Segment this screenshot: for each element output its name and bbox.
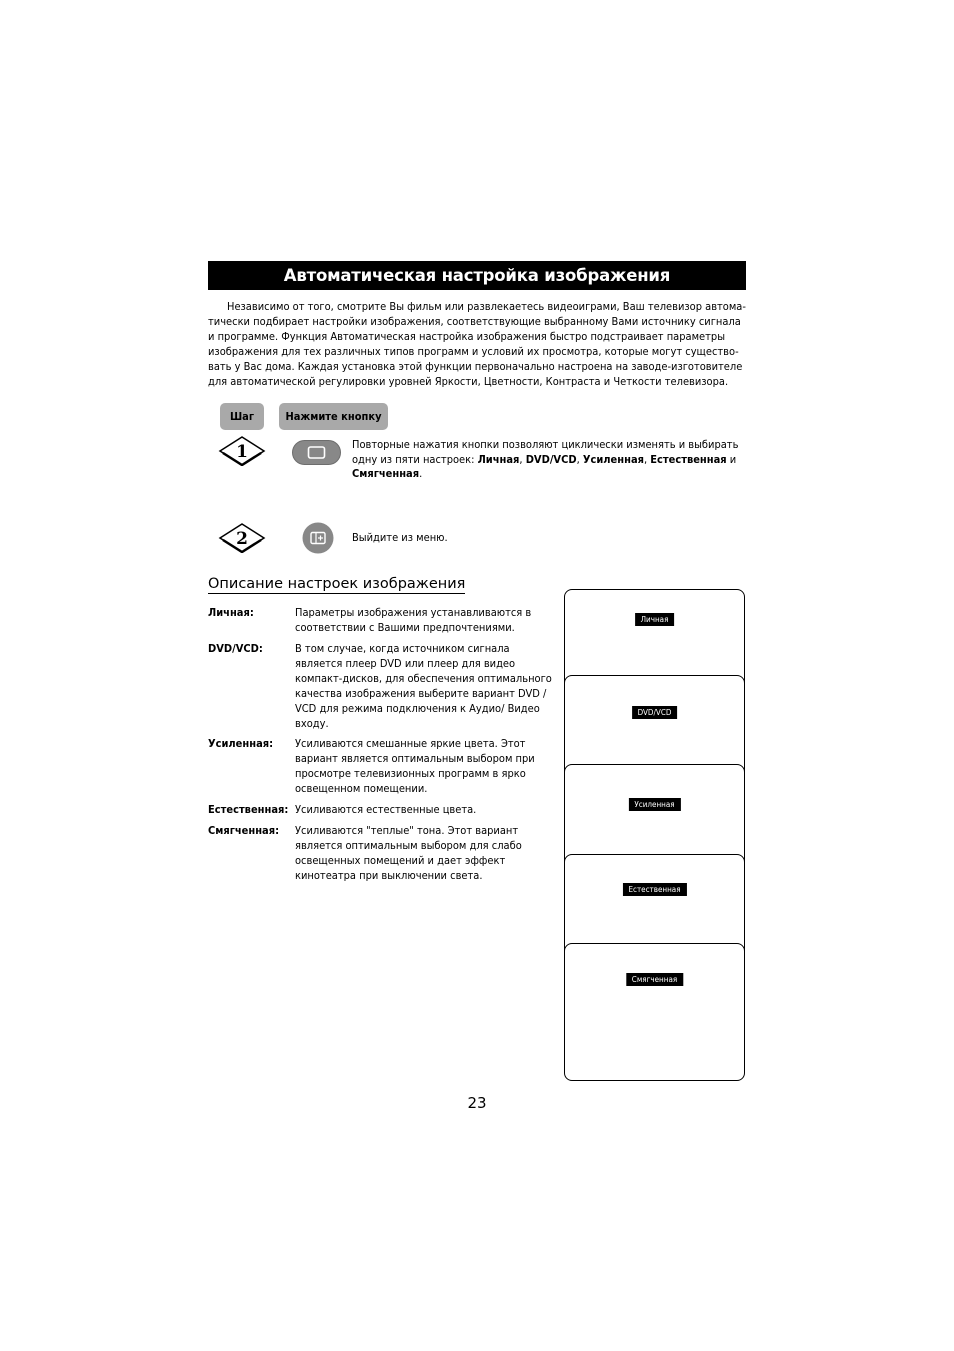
screen-label: Личная	[635, 613, 675, 626]
intro-line: Независимо от того, смотрите Вы фильм или развлекаетесь видеоиграми, Ваш телевизор автома-	[227, 300, 746, 313]
definition-line: Усиливаются смешанные яркие цвета. Этот	[295, 737, 526, 750]
option-dvd: DVD/VCD	[525, 452, 577, 466]
step-1-line: Повторные нажатия кнопки позволяют циклически изменять и выбирать	[352, 438, 739, 451]
picture-button-icon	[292, 440, 341, 465]
step-1-number: 1	[236, 442, 248, 462]
step-2-number: 2	[236, 529, 248, 549]
definition-line: вариант является оптимальным выбором при	[295, 752, 535, 765]
definition-line: Усиливаются естественные цвета.	[295, 803, 477, 816]
screen-label: DVD/VCD	[632, 706, 678, 719]
term-natural: Естественная:	[208, 803, 289, 816]
definition-line: кинотеатра при выключении света.	[295, 869, 483, 882]
intro-line: и программе. Функция Автоматическая настройка изображения быстро подстраивает параметры	[208, 330, 726, 343]
term-dvd: DVD/VCD:	[208, 642, 263, 655]
definition-line: компакт-дисков, для обеспечения оптимального	[295, 672, 552, 685]
exit-button[interactable]	[302, 522, 334, 554]
separator: ,	[576, 452, 583, 466]
screen-label: Смягченная	[626, 973, 683, 986]
step-2-text: Выйдите из меню.	[352, 531, 448, 544]
definition-dvd	[295, 641, 557, 731]
screen-label: Естественная	[622, 883, 686, 896]
button-header: Нажмите кнопку	[279, 403, 388, 430]
section-heading: Описание настроек изображения	[208, 576, 466, 592]
option-personal: Личная	[477, 452, 520, 466]
step-diamond-icon	[218, 436, 266, 466]
option-natural: Естественная	[650, 452, 727, 466]
intro-line: изображения для тех различных типов программ и условий их просмотра, которые могут существо-	[208, 345, 739, 358]
step-1-text	[352, 438, 747, 482]
definition-line: VCD для режима подключения к Аудио/ Видео	[295, 702, 540, 715]
term-personal: Личная:	[208, 606, 254, 619]
definition-soft	[295, 823, 557, 883]
page-number: 23	[467, 1094, 487, 1112]
step-1-pre: одну из пяти настроек:	[352, 452, 478, 466]
definition-line: является оптимальным выбором для слабо	[295, 839, 522, 852]
definition-vivid	[295, 736, 557, 796]
step-1-marker	[218, 436, 268, 468]
step-header: Шаг	[220, 403, 264, 430]
picture-button[interactable]	[292, 440, 341, 465]
definition-line: освещенных помещений и дает эффект	[295, 854, 506, 867]
page-title: Автоматическая настройка изображения	[208, 261, 746, 290]
term-soft: Смягченная:	[208, 824, 280, 837]
intro-line: для автоматической регулировки уровней Яркости, Цветности, Контраста и Четкости телевизора.	[208, 375, 729, 388]
step-1-options	[352, 453, 747, 468]
separator: ,	[519, 452, 526, 466]
definition-line: освещенном помещении.	[295, 782, 428, 795]
definition-line: Усиливаются "теплые" тона. Этот вариант	[295, 824, 519, 837]
term-vivid: Усиленная:	[208, 737, 274, 750]
intro-line: вать у Вас дома. Каждая установка этой функции первоначально настроена на заводе-изготовителе	[208, 360, 743, 373]
exit-button-icon	[302, 522, 334, 554]
definition-line: входу.	[295, 717, 329, 730]
definition-line: качества изображения выберите вариант DVD /	[295, 687, 547, 700]
screen-soft	[564, 943, 745, 1081]
separator: и	[726, 452, 737, 466]
option-soft: Смягченная	[352, 467, 420, 480]
intro-line: тически подбирает настройки изображения, соответствующие выбранному Вами источнику сигнала	[208, 315, 741, 328]
separator: ,	[643, 452, 651, 466]
intro-paragraph	[208, 299, 748, 389]
definition-natural	[295, 802, 557, 817]
option-vivid: Усиленная	[582, 452, 644, 466]
definition-line: является плеер DVD или плеер для видео	[295, 657, 516, 670]
step-2-marker	[218, 523, 268, 555]
definition-line: просмотре телевизионных программ в ярко	[295, 767, 526, 780]
step-1-last	[352, 467, 747, 482]
definition-personal	[295, 605, 557, 635]
period: .	[419, 467, 423, 480]
step-diamond-icon	[218, 523, 266, 553]
definition-line: Параметры изображения устанавливаются в	[295, 606, 532, 619]
definition-line: В том случае, когда источником сигнала	[295, 642, 510, 655]
screen-label: Усиленная	[628, 798, 680, 811]
definition-line: соответствии с Вашими предпочтениями.	[295, 621, 515, 634]
